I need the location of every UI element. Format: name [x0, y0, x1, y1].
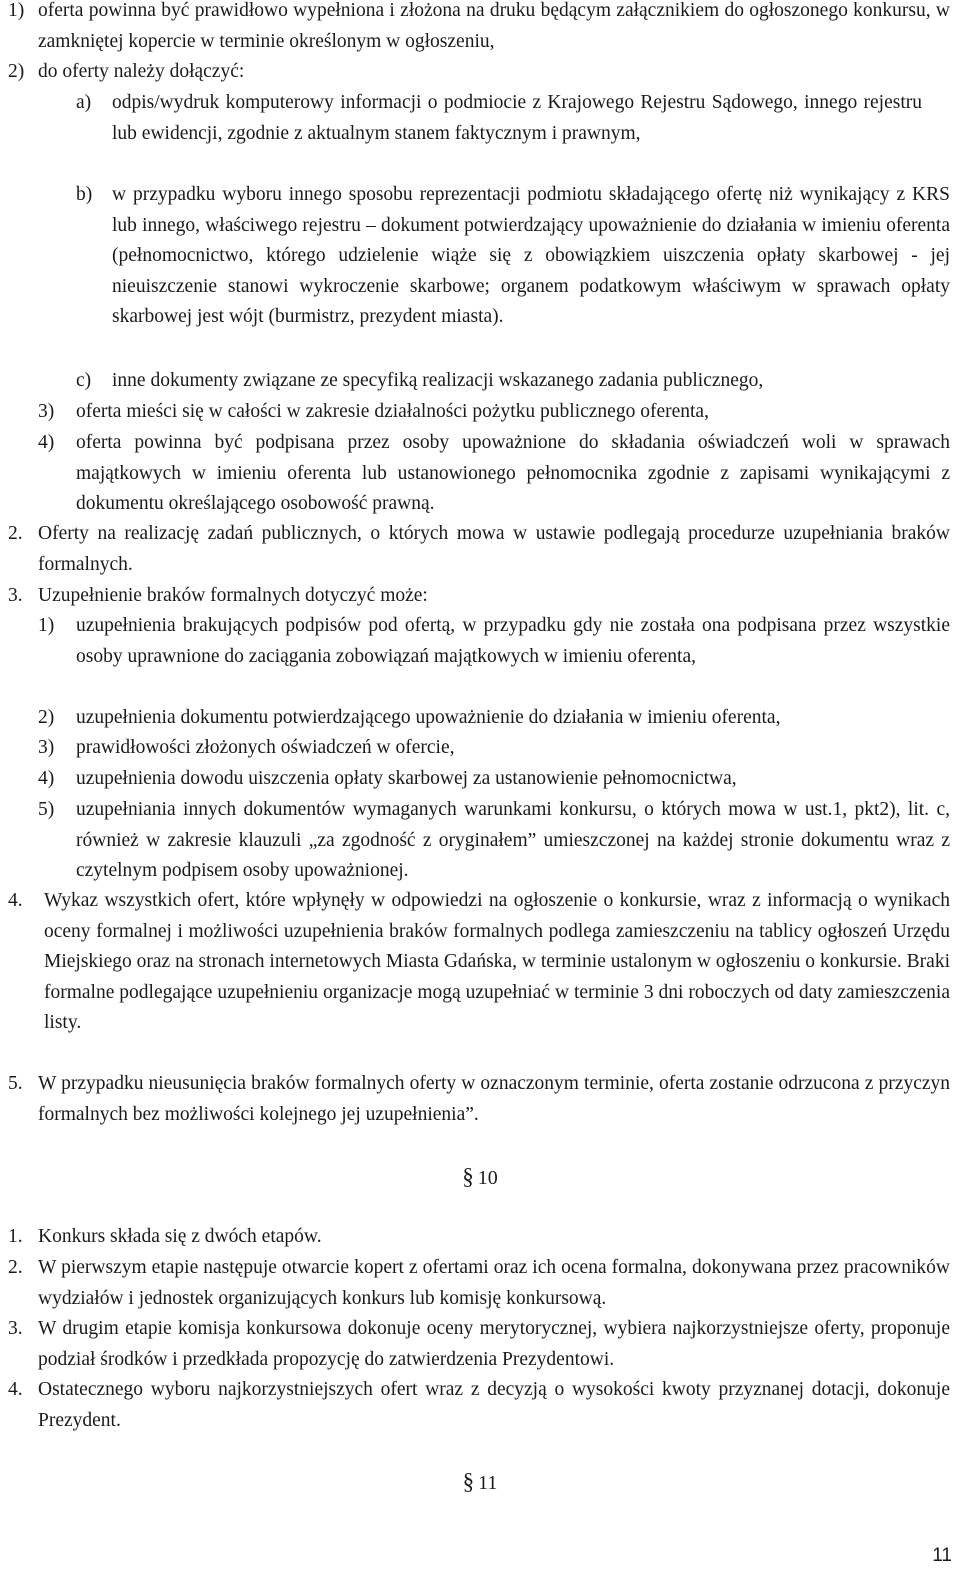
- paragraph-symbol: §: [462, 1164, 474, 1189]
- section-number: 10: [477, 1167, 498, 1189]
- section-heading-10: [0, 1162, 960, 1193]
- item-number: 3.: [8, 585, 23, 606]
- item-number: 4.: [8, 890, 23, 911]
- item-text: uzupełnienia dowodu uiszczenia opłaty skarbowej za ustanowienie pełnomocnictwa,: [76, 768, 737, 789]
- item-text: inne dokumenty związane ze specyfiką realizacji wskazanego zadania publicznego,: [112, 370, 764, 391]
- item-number: 3): [38, 401, 55, 422]
- item-number: 2): [38, 707, 55, 728]
- item-text: prawidłowości złożonych oświadczeń w ofercie,: [76, 737, 455, 758]
- item-letter: c): [76, 370, 92, 391]
- section-heading-11: [0, 1467, 960, 1498]
- item-number: 5.: [8, 1073, 23, 1094]
- item-number: 4): [38, 768, 55, 789]
- item-text: Uzupełnienie braków formalnych dotyczyć może:: [38, 585, 428, 606]
- item-text: W pierwszym etapie następuje otwarcie kopert z ofertami oraz ich ocena formalna, dokonywana przez pracowników wydziałów i jednostek organizujących konkurs lub komisję konkursową.: [38, 1257, 950, 1309]
- item-text: W drugim etapie komisja konkursowa dokonuje oceny merytorycznej, wybiera najkorzystniejsze oferty, proponuje podział środków i przedkłada propozycję do zatwierdzenia Prezydentowi.: [38, 1318, 950, 1370]
- item-text: odpis/wydruk komputerowy informacji o podmiocie z Krajowego Rejestru Sądowego, innego rejestru lub ewidencji, zgodnie z aktualnym stanem faktycznym i prawnym,: [112, 92, 922, 144]
- item-number: 2): [8, 61, 25, 82]
- page-number: 11: [932, 1545, 952, 1566]
- item-number: 4.: [8, 1379, 23, 1400]
- item-text: W przypadku nieusunięcia braków formalnych oferty w oznaczonym terminie, oferta zostanie odrzucona z przyczyn formalnych bez możliwości kolejnego jej uzupełnienia”.: [38, 1073, 950, 1125]
- paragraph-symbol: §: [462, 1469, 475, 1494]
- item-text: uzupełniania innych dokumentów wymaganych warunkami konkursu, o których mowa w ust.1, pkt2), lit. c, również w zakresie klauzuli „za zgodność z oryginałem” umieszczonej na każdej stronie dokumentu wraz z czytelnym podpisem osoby upoważnionej.: [76, 799, 950, 882]
- item-number: 1.: [8, 1226, 23, 1247]
- item-text: Wykaz wszystkich ofert, które wpłynęły w odpowiedzi na ogłoszenie o konkursie, wraz z informacją o wynikach oceny formalnej i możliwości uzupełnienia braków formalnych podlega zamieszczeniu na tablicy ogłoszeń Urzędu Miejskiego oraz na stronach internetowych Miasta Gdańska, w terminie ustalonym w ogłoszeniu o konkursie. Braki formalne podlegające uzupełnieniu organizacje mogą uzupełniać w terminie 3 dni roboczych od daty zamieszczenia listy.: [44, 890, 950, 1034]
- item-number: 3): [38, 737, 55, 758]
- item-number: 1): [8, 0, 25, 21]
- item-text: do oferty należy dołączyć:: [38, 61, 245, 82]
- item-number: 1): [38, 615, 55, 636]
- item-number: 4): [38, 432, 55, 453]
- item-text: oferta powinna być podpisana przez osoby upoważnione do składania oświadczeń woli w sprawach majątkowych w imieniu oferenta lub ustanowionego pełnomocnika zgodnie z zapisami wynikającymi z dokumentu określającego osobowość prawną.: [76, 432, 950, 515]
- item-number: 3.: [8, 1318, 23, 1339]
- item-letter: a): [76, 92, 92, 113]
- item-text: uzupełnienia brakujących podpisów pod ofertą, w przypadku gdy nie została ona podpisana przez wszystkie osoby uprawnione do zaciągania zobowiązań majątkowych w imieniu oferenta,: [76, 615, 950, 667]
- item-text: oferta powinna być prawidłowo wypełniona i złożona na druku będącym załącznikiem do ogłoszonego konkursu, w zamkniętej kopercie w terminie określonym w ogłoszeniu,: [38, 0, 950, 52]
- item-number: 5): [38, 799, 55, 820]
- item-letter: b): [76, 184, 93, 205]
- item-text: uzupełnienia dokumentu potwierdzającego upoważnienie do działania w imieniu oferenta,: [76, 707, 781, 728]
- section-number: 11: [478, 1472, 498, 1494]
- item-number: 2.: [8, 1257, 23, 1278]
- item-text: oferta mieści się w całości w zakresie działalności pożytku publicznego oferenta,: [76, 401, 709, 422]
- item-number: 2.: [8, 523, 23, 544]
- item-text: Oferty na realizację zadań publicznych, o których mowa w ustawie podlegają procedurze uzupełniania braków formalnych.: [38, 523, 950, 575]
- item-text: Konkurs składa się z dwóch etapów.: [38, 1226, 322, 1247]
- item-text: Ostatecznego wyboru najkorzystniejszych ofert wraz z decyzją o wysokości kwoty przyznanej dotacji, dokonuje Prezydent.: [38, 1379, 950, 1431]
- item-text: w przypadku wyboru innego sposobu reprezentacji podmiotu składającego ofertę niż wynikający z KRS lub innego, właściwego rejestru – dokument potwierdzający upoważnienie do działania w imieniu oferenta (pełnomocnictwo, którego udzielenie wiąże się z obowiązkiem uiszczenia opłaty skarbowej - jej nieuiszczenie stanowi wykroczenie skarbowe; organem podatkowym właściwym w sprawach opłaty skarbowej jest wójt (burmistrz, prezydent miasta).: [112, 184, 950, 328]
